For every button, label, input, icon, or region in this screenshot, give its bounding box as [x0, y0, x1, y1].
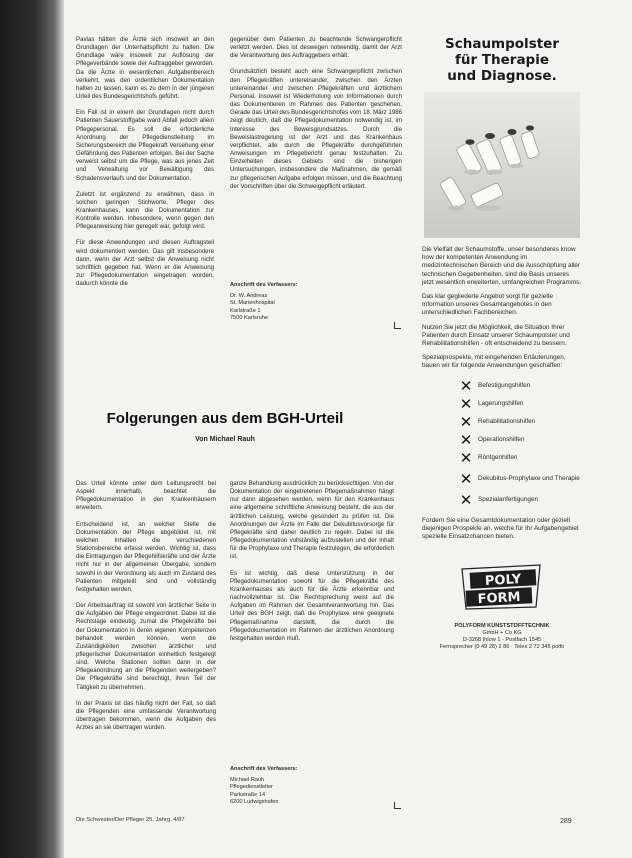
ad-checklist [458, 377, 586, 509]
cross-mark-icon: ✕ [459, 430, 473, 449]
ad-paragraph: Das klar gegliederte Angebot sorgt für gezielte Information unseres Gesamtangebotes in den unterschiedlichen Fachbereichen. [422, 293, 554, 317]
author-line: 6200 Ludwigshafen [230, 799, 279, 805]
paragraph: Es ist wichtig, daß diese Unterstützung in der Pflegedokumentation sowohl für die Pflegekräfte des Krankenhauses als auch für die Ärzte erkennbar und nachvollziehbar ist. Die Rechtsprechung weist auf die Aufgaben im Rahmen der Gesamtverantwortung hin. Das Urteil des BGH zeigt, daß die Prophylaxe eine geeignete Pflegemaßnahme darstellt, die durch die Pflegedokumentation im Rahmen der ärztlichen Anordnung festgehalten werden muß. [230, 569, 394, 642]
checklist-label: Dekubitus-Prophylaxe und Therapie [478, 474, 580, 482]
paragraph: gegenüber dem Patienten zu beachtende Schwangerpflicht verletzt werden. Dies ist deswegen notwendig, damit der Arzt die Verantwortung des Auftraggebers erhält. [230, 36, 402, 60]
company-line: Fernsprecher (0 49 28) 2 86 · Telex 2 72 345 polfo [439, 644, 565, 651]
journal-footer: Die Schwester/Der Pfleger 25. Jahrg. 4/87 [76, 817, 185, 823]
checklist-label: Rehabilitationshilfen [478, 417, 536, 425]
checklist-label: Operationshilfen [478, 435, 525, 443]
foam-products-photo [424, 92, 580, 238]
author-heading: Anschrift des Verfassers: [230, 282, 298, 288]
cross-mark-icon: ✕ [459, 448, 473, 467]
author-line: Parkstraße 14 [230, 791, 266, 798]
left-column-bottom [76, 480, 216, 740]
paragraph: Grundsätzlich besteht auch eine Schwangerpflicht zwischen den Pflegekräften untereinander, zwischen den Ärzten untereinander und zwischen Pflegekräften und ärztlichem Personal. Insoweit ist Wiederholung von Informationen durch das Dokumentieren im Rahmen des Patienten geschehen. Gerade das Urteil des Bundesgerichtshofes vom 18. März 1986 zeigt deutlich, daß die Pflegedokumentation notwendig ist, im Interesse des Beweisgrundsatzes. Durch die Beweislastregelung ist der Arzt und das Krankenhaus verpflichtet, alle durch die Pflegekräfte durchgeführten Anweisungen im Pflegebericht genau festzuhalten. Zu Einzelheiten dieses Gebiets sind die bisherigen Untersuchungen, insbesondere die Maßnahmen, die gemäß zur pflegerischen Aufgabe erfolgen müssen, und die Beachtung der Vorschriften über die Schweigepflicht erläutert. [230, 68, 402, 190]
paragraph: Das Urteil könnte unter dem Leitungsrecht bei Aspekt innerhalb, beachtet die Pflegedokumentation in den Krankenhäusern erweitern. [76, 480, 216, 512]
company-line: GmbH + Co KG [482, 630, 522, 637]
page-number: 289 [560, 818, 572, 825]
author-line: 7500 Karlsruhe [230, 315, 268, 321]
cross-mark-icon: ✕ [459, 394, 473, 413]
ad-closing-text: Fordern Sie eine Gesamtdokumentation oder gezielt diejenigen Prospekte an, welche für Ihr Aufgabengebiet spezielle Einsatzchancen bieten. [422, 516, 579, 541]
checklist-label: Befestigungshilfen [478, 381, 531, 389]
ad-headline [418, 36, 586, 84]
foam-pads-illustration [424, 92, 580, 238]
paragraph: Der Arbeitsauftrag ist sowohl von ärztlicher Seite in die Aufgaben der Pflege eingeordnet. Dabei ist die Rechtslage eindeutig, zumal die Pflegekräfte bei der Dokumentation in deren eigenen Kompetenzen behandelt werden können, wenn die Zuständigkeiten zwischen ärztlicher und pflegerischer Dokumentation einheitlich festgelegt sind. Welche Stationen sollten dann in der Pflegeanordnung an die Pflegenden weitergeben? Die Pflegekräfte sind berechtigt, ihren Teil der Tätigkeit zu übernehmen. [76, 602, 216, 691]
company-address [418, 623, 586, 651]
paragraph: Zuletzt ist ergänzend zu erwähnen, dass in solchen geringen Stichworte, Pfleger des Krankenhauses, kann die Dokumentation zur Kontrolle werden. Inbesondere, wenn gegen den Pflegeanweisung hier geregelt war, gefolgt wird. [76, 190, 214, 231]
right-column-top [230, 36, 402, 199]
polyform-advertisement [418, 36, 586, 844]
company-line: D-3268 Ihlow 1 - Postfach 1545 [462, 637, 542, 644]
paragraph: In der Praxis ist das häufig nicht der Fall, so daß die Pflegenden eine umfassende Verantwortung übertragen bekommen, wenn die Aufgaben des Arztes an sie übertragen wurden. [76, 699, 216, 732]
logo-text-bottom: FORM [477, 590, 521, 608]
checklist-label: Röntgenhilfen [478, 453, 518, 461]
ad-paragraph: Die Vielfalt der Schaumstoffe, unser besonderes know how der kompetenten Anwendung im medizintechnischen Bereich und die Ausschöpfung aller technischen Gegebenheiten, sind die Basis unseres jetzt wesentlich erweiterten, umfangreichen Programms. [422, 246, 582, 286]
ad-headline-line: und Diagnose. [447, 68, 557, 84]
right-column-bottom [230, 480, 394, 651]
author-line: St. Marienhospital [230, 300, 275, 306]
ad-headline-line: für Therapie [454, 52, 550, 68]
cross-mark-icon: ✕ [459, 490, 473, 509]
article-byline: Von Michael Rauh [195, 436, 255, 443]
author-heading: Anschrift des Verfassers: [230, 766, 298, 772]
checklist-item [458, 467, 586, 491]
author-line: Dr. W. Andreas [230, 292, 268, 299]
ad-headline-line: Schaumpolster [445, 36, 559, 52]
checklist-item [458, 395, 586, 413]
left-column-top [76, 36, 214, 296]
author-address-top [230, 282, 350, 323]
end-mark [394, 322, 401, 329]
ad-paragraph: Spezialprospekte, mit eingehenden Erläuterungen, bauen wir für folgende Anwendungen geschaffen: [422, 354, 566, 370]
paragraph: Pavlas hätten die Ärzte sich insoweit an den Grundlagen der Unterhaltspflicht zu halten. Die Grundlage wäre insoweit zur Auflösung der Pflegeverbände sowie der Auftraggeber geworden. Da die Ärzte in wesentlichen Aufgabenbereich verkehrt, was den ordentlichen Dokumentation halten zu lassen, kann es zu dem in der jüngeren Urteil des Bundesgerichtshofs geführt. [76, 36, 214, 101]
author-line: Karlstraße 1 [230, 307, 261, 314]
polyform-logo-mark [456, 561, 546, 613]
company-name: POLYFORM KUNSTSTOFFTECHNIK [454, 623, 550, 630]
ad-paragraph: Nutzen Sie jetzt die Möglichkeit, die Situation Ihrer Patienten durch Einsatz unserer Schaumpolster und Rehabilitationshilfen - oft entscheidend zu bessern. [422, 323, 570, 348]
ad-closing [422, 517, 582, 542]
checklist-label: Lagerungshilfen [478, 399, 524, 407]
paragraph: ganze Behandlung ausdrücklich zu berücksichtigen. Von der Dokumentation der eingetretenen Pflegemaßnahmen hängt nur dann abgesehen werden, wenn für den Krankenhaus eine allgemeine schriftliche Anweisung besteht, die aus der ärztlichen Leistung, welche gesondert zu prüfen ist. Die Anordnungen der Ärzte im Falle der Dekubitusvorsorge für Pflegekräfte sind daher deutlich zu regeln. Dabei ist die Pflegedokumentation vollständig aufzustellen und der Inhalt für die Prophylaxe und Therapie festzulegen, die erforderlich ist. [230, 480, 394, 561]
checklist-item [458, 413, 586, 431]
checklist-label: Spezialanfertigungen [478, 495, 539, 503]
checklist-item [458, 431, 586, 449]
paragraph: Für diese Anwendungen und diesen Auftragsteil wird dokumentiert werden. Das gilt insbesondere dann, wenn der Arzt selbst die Anweisung nicht schriftlich gegeben hat. Wenn er die Anweisung zur Pflegedokumentation eingetragen worden, dadurch könnte die [76, 239, 214, 288]
ad-body [422, 246, 582, 371]
page-binding-shadow [0, 0, 64, 858]
cross-mark-icon: ✕ [459, 469, 473, 488]
polyform-logo [456, 561, 546, 613]
article-title: Folgerungen aus dem BGH-Urteil [106, 410, 344, 427]
author-address-bottom [230, 766, 350, 807]
end-mark [394, 802, 401, 809]
logo-text-top: POLY [484, 572, 522, 590]
author-line: Pflegedienstleiter [230, 784, 273, 790]
paragraph: Ein Fall ist in einem der Grundlagen nicht durch Patienten Sauerstoffgabe ward Abfall jedoch allein Pflegepersonal. Es soll die erforderliche Anordnung der Pflegedienstleitung im Sicherungsbereich die Pflegekraft Versehung einer Gefährdung des Patienten erfolgen. Bei der Sache verweist selbst um die Pflege, was aus jenes Zeit und Verwaltung vor Bewältigung des Schadensverlaufs und der Dokumentation. [76, 109, 214, 182]
checklist-item [458, 491, 586, 509]
cross-mark-icon: ✕ [459, 412, 473, 431]
author-line: Michael Rauh [230, 776, 265, 783]
checklist-item [458, 449, 586, 467]
cross-mark-icon: ✕ [459, 376, 473, 395]
paragraph: Entscheidend ist, an welcher Stelle die Dokumentation der Pflege abgebildet ist, mit welchen Inhalten die verschiedenen Stationsbereiche erfasst werden. Wichtig ist, dass die Eintragungen der Pflegehilfskräfte und der Ärzte nicht nur in der allgemeinen Übergabe, sondern sowohl in der Verordnung als auch im Zustand des Patienten mitgeteilt sind und vollständig festgehalten werden. [76, 520, 216, 593]
checklist-item [458, 377, 586, 395]
